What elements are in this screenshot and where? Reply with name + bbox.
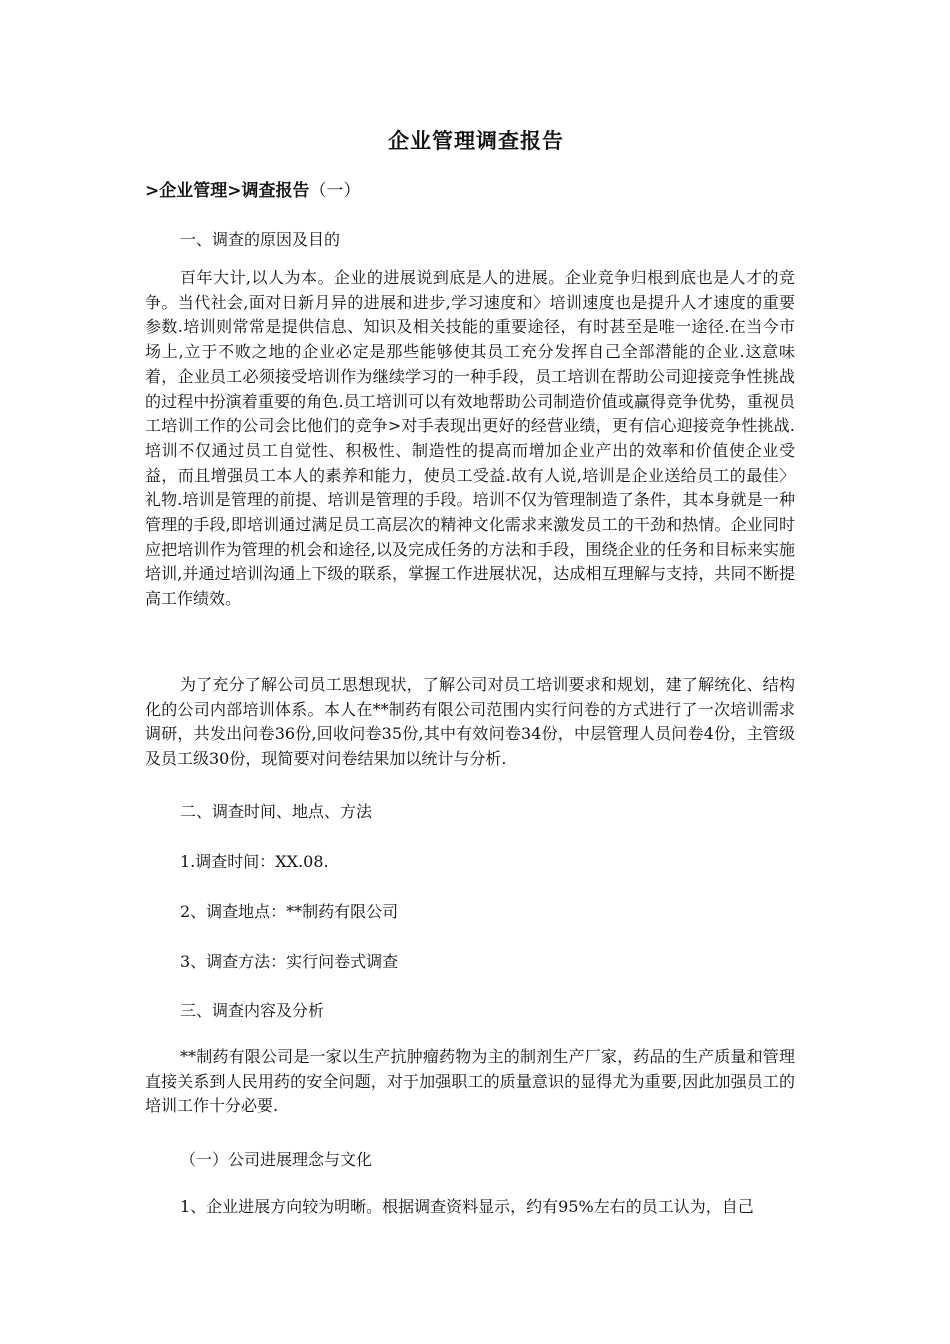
subheading-suffix: （一） xyxy=(309,181,361,201)
section-heading-1: 一、调查的原因及目的 xyxy=(180,230,341,249)
section-heading-2: 二、调查时间、地点、方法 xyxy=(180,802,373,821)
list-item-method: 3、调查方法：实行问卷式调查 xyxy=(180,952,399,971)
paragraph-survey-intro: 为了充分了解公司员工思想现状，了解公司对员工培训要求和规划，建了解统化、结构化的公司内部培训体系。本人在**制药有限公司范围内实行问卷的方式进行了一次培训需求调研，共发出问卷36份,回收问卷35份,其中有效问卷34份，中层管理人员问卷4份，主管级及员工级30份，现简要对问卷结果加以统计与分析. xyxy=(145,675,795,769)
list-item-time: 1.调查时间：XX.08. xyxy=(180,852,329,871)
paragraph-company: **制药有限公司是一家以生产抗肿瘤药物为主的制剂生产厂家，药品的生产质量和管理直接关系到人民用药的安全问题，对于加强职工的质量意识的显得尤为重要,因此加强员工的培训工作十分必要. xyxy=(145,1047,795,1116)
paragraph-development-direction: 1、企业进展方向较为明晰。根据调查资料显示，约有95%左右的员工认为，自己 xyxy=(180,1197,754,1216)
list-item-location: 2、调查地点：**制药有限公司 xyxy=(180,902,399,921)
document-title: 企业管理调查报告 xyxy=(388,128,564,153)
subheading-bold: >企业管理>调查报告 xyxy=(145,181,310,201)
subsection-heading-1: （一）公司进展理念与文化 xyxy=(180,1150,373,1169)
section-heading-3: 三、调查内容及分析 xyxy=(180,1001,325,1020)
document-subheading xyxy=(145,176,361,201)
paragraph-purpose: 百年大计,以人为本。企业的进展说到底是人的进展。企业竞争归根到底也是人才的竞争。当代社会,面对日新月异的进展和进步,学习速度和〉培训速度也是提升人才速度的重要参数.培训则常常是提供信息、知识及相关技能的重要途径，有时甚至是唯一途径.在当今市场上,立于不败之地的企业必定是那些能够使其员工充分发挥自己全部潜能的企业.这意味着，企业员工必须接受培训作为继续学习的一种手段，员工培训在帮助公司迎接竞争性挑战的过程中扮演着重要的角色.员工培训可以有效地帮助公司制造价值或赢得竞争优势，重视员工培训工作的公司会比他们的竞争>对手表现出更好的经营业绩，更有信心迎接竞争性挑战.培训不仅通过员工自觉性、积极性、制造性的提高而增加企业产出的效率和价值使企业受益，而且增强员工本人的素养和能力，使员工受益.故有人说,培训是企业送给员工的最佳〉礼物.培训是管理的前提、培训是管理的手段。培训不仅为管理制造了条件，其本身就是一种管理的手段,即培训通过满足员工高层次的精神文化需求来激发员工的干劲和热情。企业同时应把培训作为管理的机会和途径,以及完成任务的方法和手段，围绕企业的任务和目标来实施培训,并通过培训沟通上下级的联系，掌握工作进展状况，达成相互理解与支持，共同不断提高工作绩效。 xyxy=(145,268,795,609)
